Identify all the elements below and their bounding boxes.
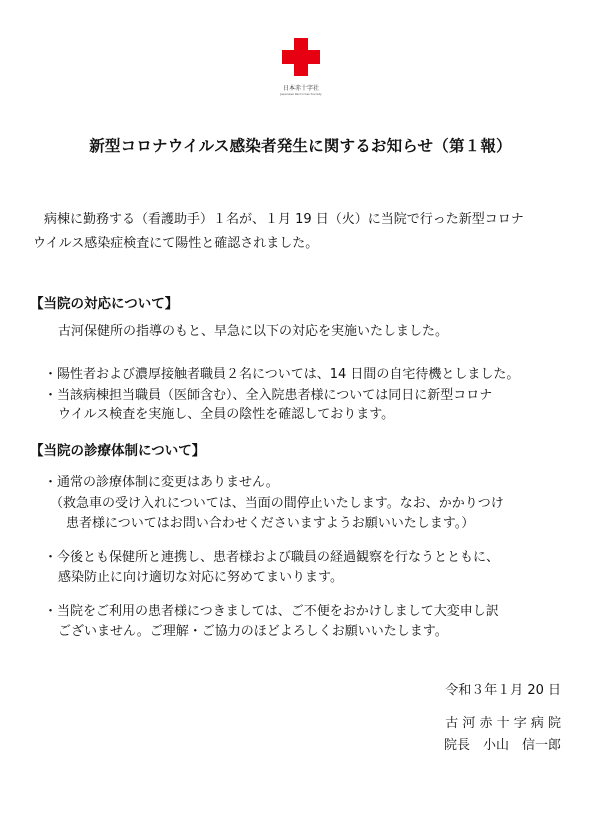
section2-bullet-2-line-2: 感染防止に向け適切な対応に努めてまいります。 (58, 570, 343, 585)
red-cross-icon (280, 36, 322, 78)
intro-line-2: ウイルス感染症検査にて陽性と確認されました。 (33, 236, 319, 251)
director-name: 院長 小山 信一郎 (443, 738, 561, 753)
section2-bullet-3-line-1: ・当院をご利用の患者様につきましては、ご不便をおかけしまして大変申し訳 (44, 604, 499, 619)
section2-bullet-1-line-1: ・通常の診療体制に変更はありません。 (44, 475, 279, 490)
section2-bullet-1-line-3: 患者様についてはお問い合わせくださいますようお願いいたします。） (66, 516, 475, 531)
section2-bullet-3-line-2: ございません。ご理解・ご協力のほどよろしくお願いいたします。 (58, 624, 448, 639)
section1-bullet-2-line-2: ウイルス検査を実施し、全員の陰性を確認しております。 (58, 407, 395, 422)
intro-line-1: 病棟に勤務する（看護助手）１名が、１月 19 日（火）に当院で行った新型コロナ (44, 212, 524, 227)
section1-bullet-2-line-1: ・当該病棟担当職員（医師含む）、全入院患者様については同日に新型コロナ (44, 388, 493, 403)
page-title: 新型コロナウイルス感染者発生に関するお知らせ（第１報） (89, 137, 512, 155)
section2-bullet-1-line-2: （救急車の受け入れについては、当面の間停止いたします。なお、かかりつけ (50, 496, 504, 511)
section2-bullet-2-line-1: ・今後とも保健所と連携し、患者様および職員の経過観察を行なうとともに、 (44, 550, 500, 565)
section-heading-response: 【当院の対応について】 (30, 296, 179, 312)
logo-name-ja: 日本赤十字社 (282, 85, 319, 92)
section1-lead: 古河保健所の指導のもと、早急に以下の対応を実施いたしました。 (58, 324, 449, 339)
red-cross-logo (270, 36, 332, 102)
hospital-name: 古 河 赤 十 字 病 院 (445, 716, 561, 731)
section-heading-clinic: 【当院の診療体制について】 (30, 443, 206, 459)
issue-date: 令和３年１月 20 日 (445, 683, 561, 698)
section1-bullet-1: ・陽性者および濃厚接触者職員２名については、14 日間の自宅待機としました。 (44, 367, 520, 382)
logo-name-en: Japanese Red Cross Society (280, 92, 322, 96)
